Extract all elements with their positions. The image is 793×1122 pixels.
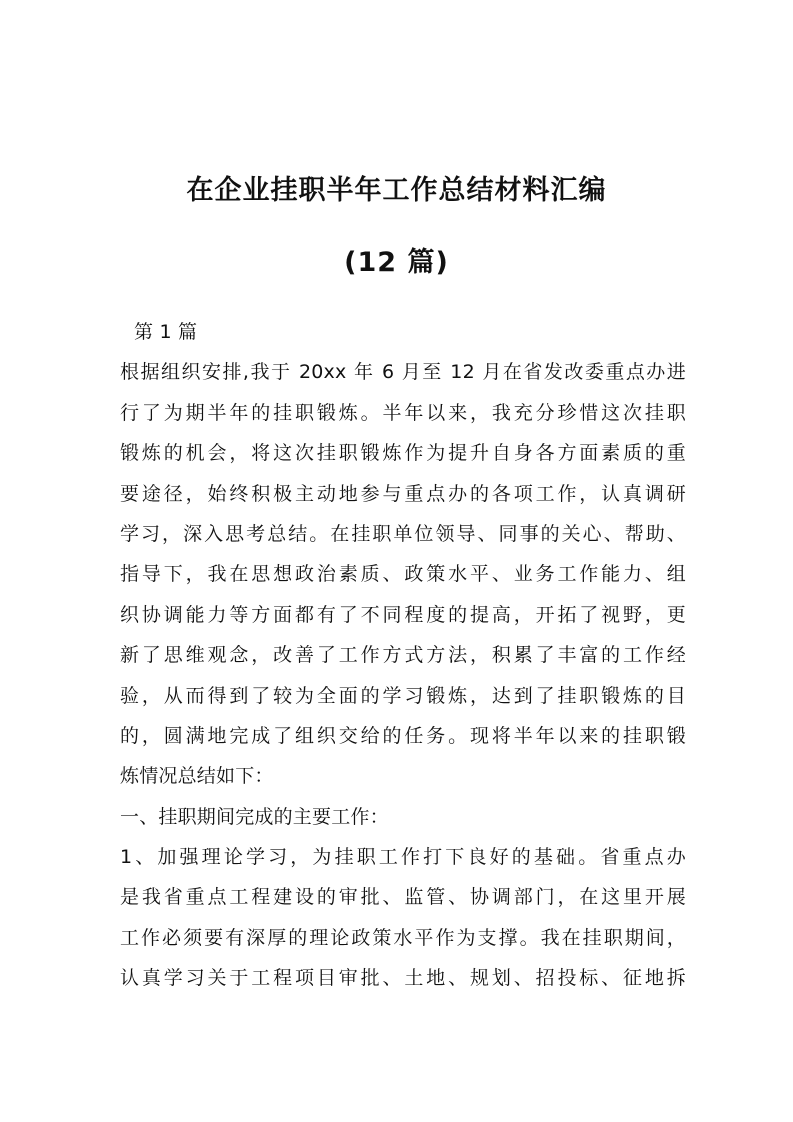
document-subtitle: (12 篇): [344, 247, 449, 278]
document-title: 在企业挂职半年工作总结材料汇编: [186, 175, 607, 206]
body-line: 行了为期半年的挂职锻炼。半年以来，我充分珍惜这次挂职: [120, 401, 686, 424]
body-line: 是我省重点工程建设的审批、监管、协调部门，在这里开展: [120, 886, 686, 909]
body-line: 验，从而得到了较为全面的学习锻炼，达到了挂职锻炼的目: [120, 684, 686, 707]
body-line: 要途径，始终积极主动地参与重点办的各项工作，认真调研: [120, 482, 686, 505]
body-line: 锻炼的机会，将这次挂职锻炼作为提升自身各方面素质的重: [120, 442, 686, 465]
body-line: 根据组织安排,我于 20xx 年 6 月至 12 月在省发改委重点办进: [120, 361, 686, 384]
body-line: 织协调能力等方面都有了不同程度的提高，开拓了视野，更: [120, 603, 686, 626]
body-line: 指导下，我在思想政治素质、政策水平、业务工作能力、组: [120, 563, 686, 586]
chapter-label: 第 1 篇: [134, 321, 198, 343]
body-line: 1、加强理论学习，为挂职工作打下良好的基础。省重点办: [120, 846, 686, 869]
body-line: 学习，深入思考总结。在挂职单位领导、同事的关心、帮助、: [120, 522, 686, 545]
body-line: 工作必须要有深厚的理论政策水平作为支撑。我在挂职期间，: [120, 926, 686, 949]
body-line: 炼情况总结如下：: [120, 765, 274, 788]
document-body: [120, 312, 686, 999]
body-line: 新了思维观念，改善了工作方式方法，积累了丰富的工作经: [120, 644, 686, 667]
body-line: 认真学习关于工程项目审批、土地、规划、招投标、征地拆: [120, 967, 686, 990]
section-heading: 一、挂职期间完成的主要工作：: [120, 805, 389, 828]
body-line: 的，圆满地完成了组织交给的任务。现将半年以来的挂职锻: [120, 724, 686, 747]
